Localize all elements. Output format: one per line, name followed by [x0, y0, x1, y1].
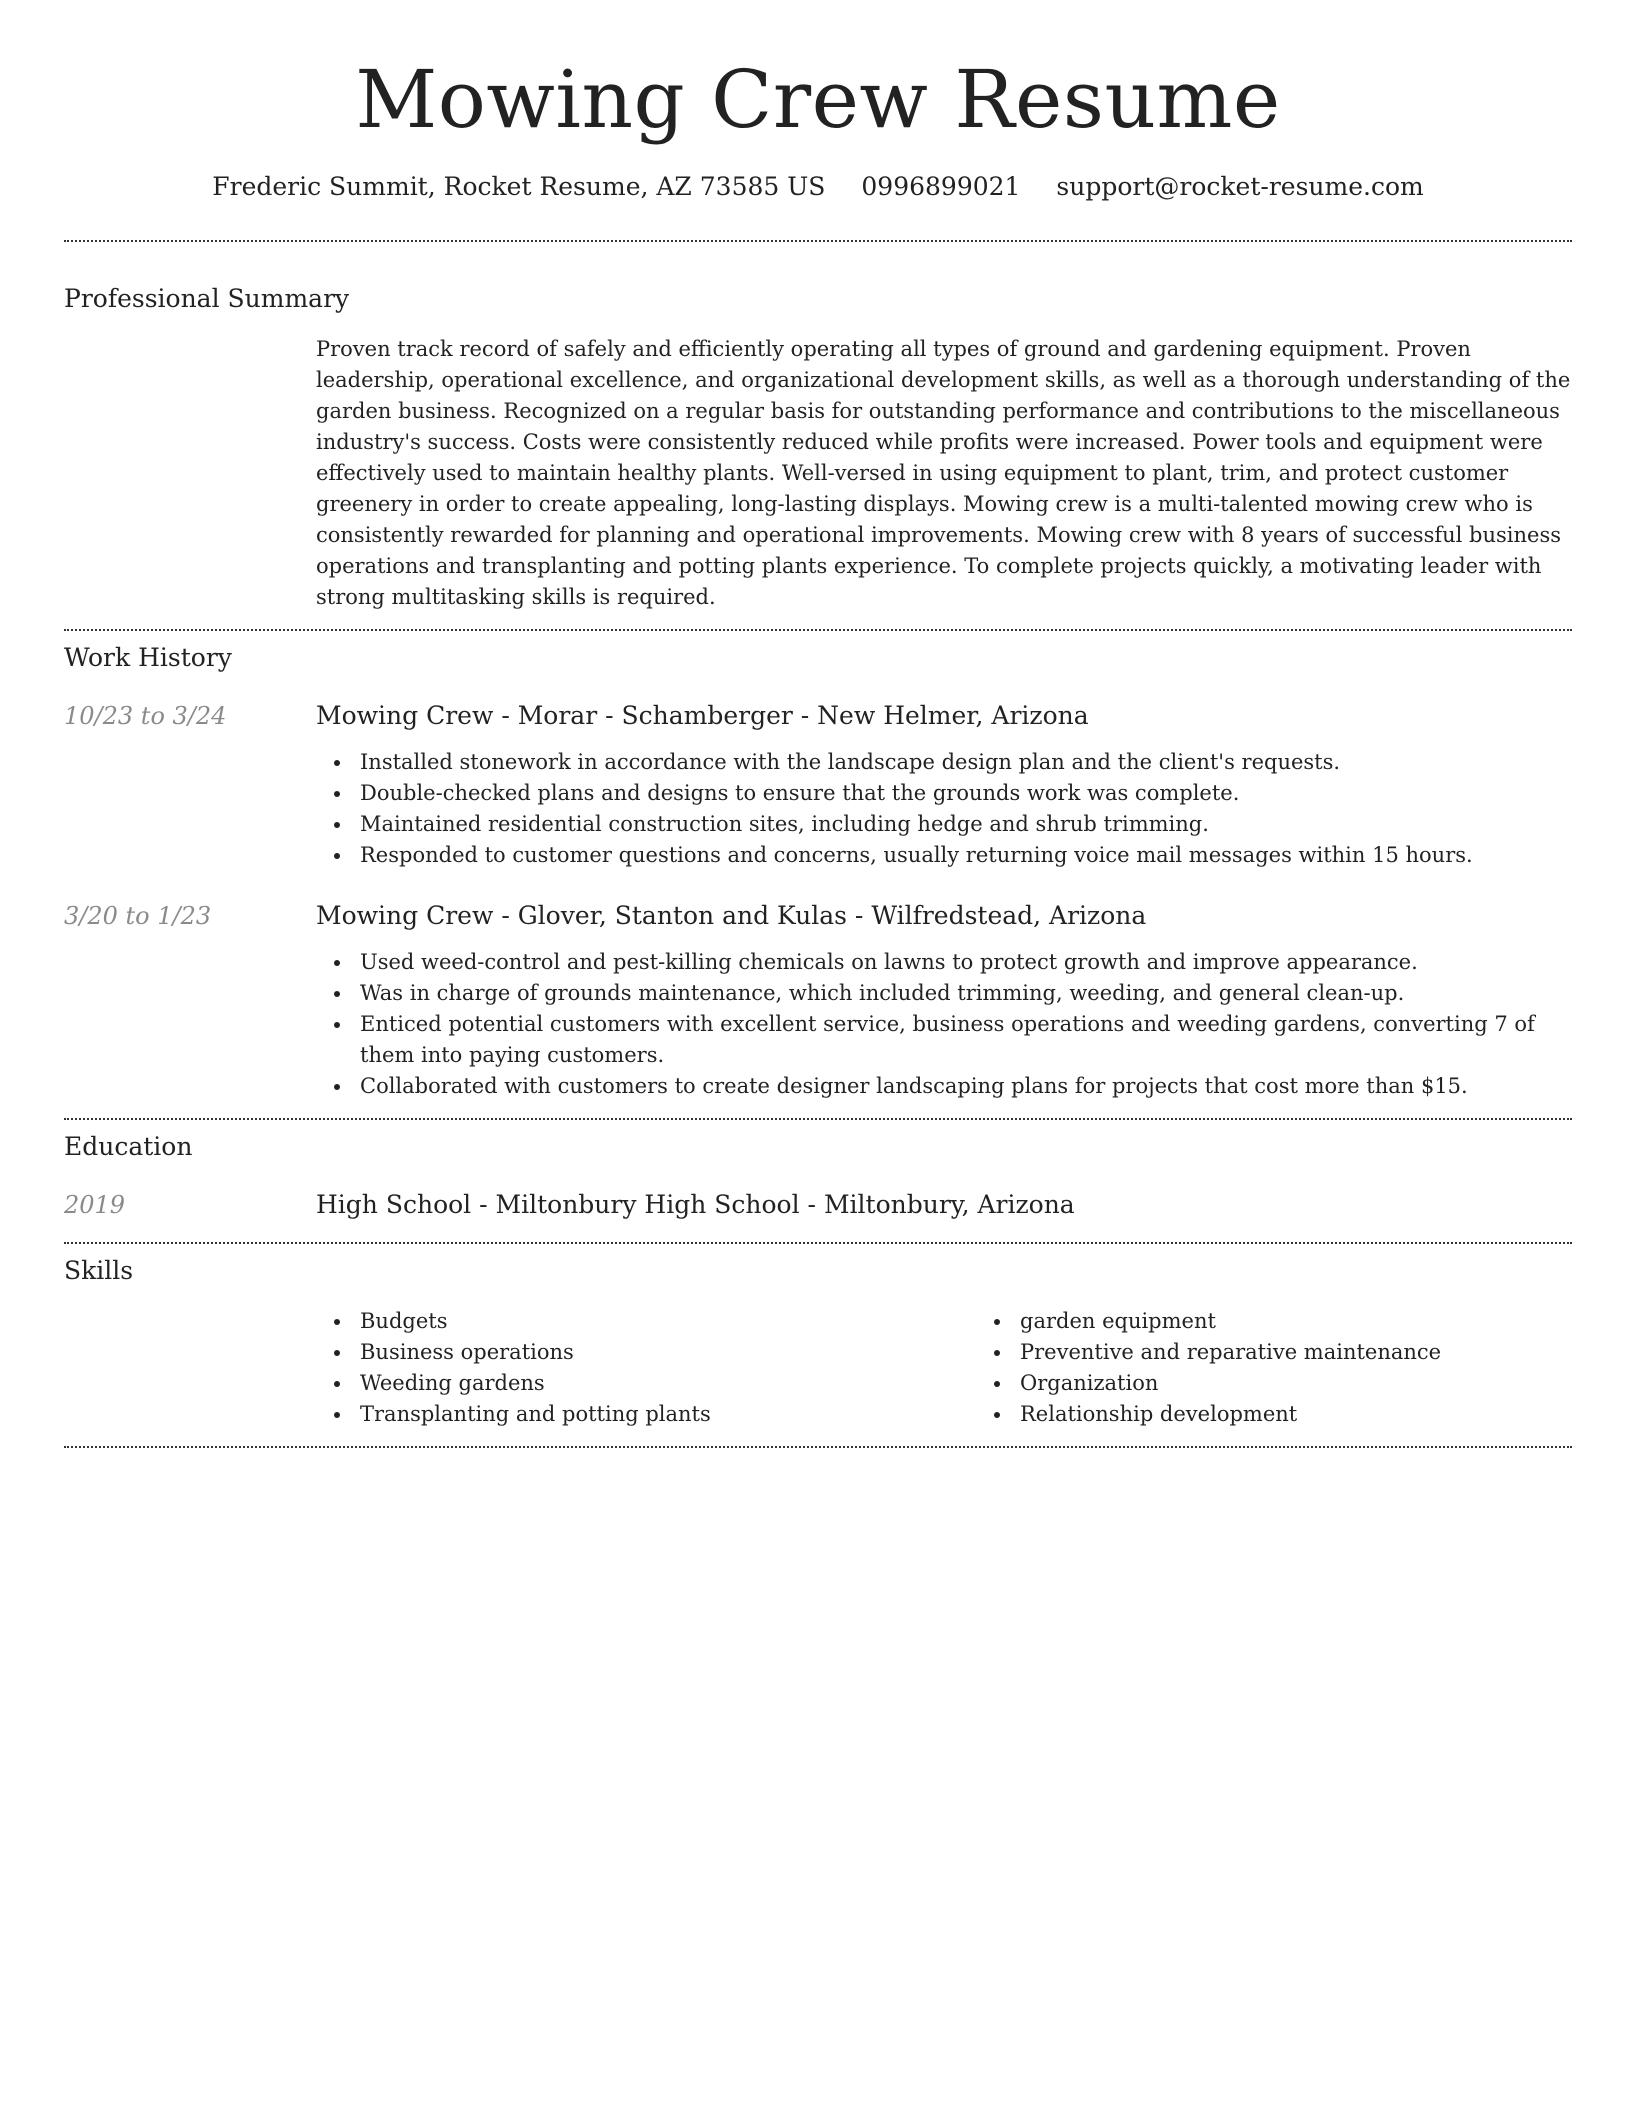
job-title: Mowing Crew - Glover, Stanton and Kulas - Wilfredstead, Arizona: [316, 901, 1147, 930]
skills-grid: [316, 1306, 1572, 1430]
list-item: Preventive and reparative maintenance: [1020, 1337, 1632, 1368]
job-dates: 3/20 to 1/23: [64, 902, 212, 930]
list-item: Relationship development: [1020, 1399, 1632, 1430]
list-item: Enticed potential customers with excellent service, business operations and weeding gardens, converting 7 of them into paying customers.: [360, 1009, 1572, 1071]
education-title: High School - Miltonbury High School - Miltonbury, Arizona: [316, 1190, 1075, 1219]
job-entry: [64, 699, 1572, 871]
contact-phone: 0996899021: [861, 172, 1021, 201]
skills-section: [64, 1244, 1572, 1430]
resume-title: Mowing Crew Resume: [355, 53, 1281, 146]
job-entry: [64, 899, 1572, 1102]
job-dates: 10/23 to 3/24: [64, 702, 227, 730]
list-item: Weeding gardens: [360, 1368, 976, 1399]
education-year: 2019: [64, 1191, 126, 1219]
list-item: Responded to customer questions and concerns, usually returning voice mail messages within 15 hours.: [360, 840, 1572, 871]
list-item: Maintained residential construction sites, including hedge and shrub trimming.: [360, 809, 1572, 840]
list-item: Was in charge of grounds maintenance, which included trimming, weeding, and general clean-up.: [360, 978, 1572, 1009]
work-history-section: [64, 631, 1572, 1102]
list-item: garden equipment: [1020, 1306, 1632, 1337]
job-bullets: [316, 947, 1572, 1102]
list-item: Budgets: [360, 1306, 976, 1337]
summary-heading: Professional Summary: [64, 284, 350, 313]
list-item: Transplanting and potting plants: [360, 1399, 976, 1430]
work-history-heading: Work History: [64, 643, 232, 672]
skills-list-left: [316, 1306, 976, 1430]
skills-list-right: [976, 1306, 1632, 1430]
contact-address: Frederic Summit, Rocket Resume, AZ 73585 US: [212, 172, 826, 201]
list-item: Collaborated with customers to create designer landscaping plans for projects that cost more than $15.: [360, 1071, 1572, 1102]
summary-section: [64, 242, 1572, 613]
list-item: Business operations: [360, 1337, 976, 1368]
education-section: [64, 1120, 1572, 1222]
list-item: Used weed-control and pest-killing chemicals on lawns to protect growth and improve appearance.: [360, 947, 1572, 978]
education-entry: [64, 1188, 1572, 1222]
list-item: Installed stonework in accordance with the landscape design plan and the client's requests.: [360, 747, 1572, 778]
resume-page: [64, 0, 1572, 1448]
skills-heading: Skills: [64, 1256, 134, 1285]
list-item: Double-checked plans and designs to ensure that the grounds work was complete.: [360, 778, 1572, 809]
contact-line: [64, 170, 1572, 204]
contact-email[interactable]: support@rocket-resume.com: [1056, 172, 1424, 201]
section-divider: [64, 1446, 1572, 1448]
job-title: Mowing Crew - Morar - Schamberger - New Helmer, Arizona: [316, 701, 1089, 730]
education-heading: Education: [64, 1132, 193, 1161]
job-bullets: [316, 747, 1572, 871]
list-item: Organization: [1020, 1368, 1632, 1399]
summary-text: Proven track record of safely and efficiently operating all types of ground and gardening equipment. Proven leadership, operational excellence, and organizational development skills, as well as a thorough understanding of the garden business. Recognized on a regular basis for outstanding performance and contributions to the miscellaneous industry's success. Costs were consistently reduced while profits were increased. Power tools and equipment were effectively used to maintain healthy plants. Well-versed in using equipment to plant, trim, and protect customer greenery in order to create appealing, long-lasting displays. Mowing crew is a multi-talented mowing crew who is consistently rewarded for planning and operational improvements. Mowing crew with 8 years of successful business operations and transplanting and potting plants experience. To complete projects quickly, a motivating leader with strong multitasking skills is required.: [316, 337, 1571, 609]
